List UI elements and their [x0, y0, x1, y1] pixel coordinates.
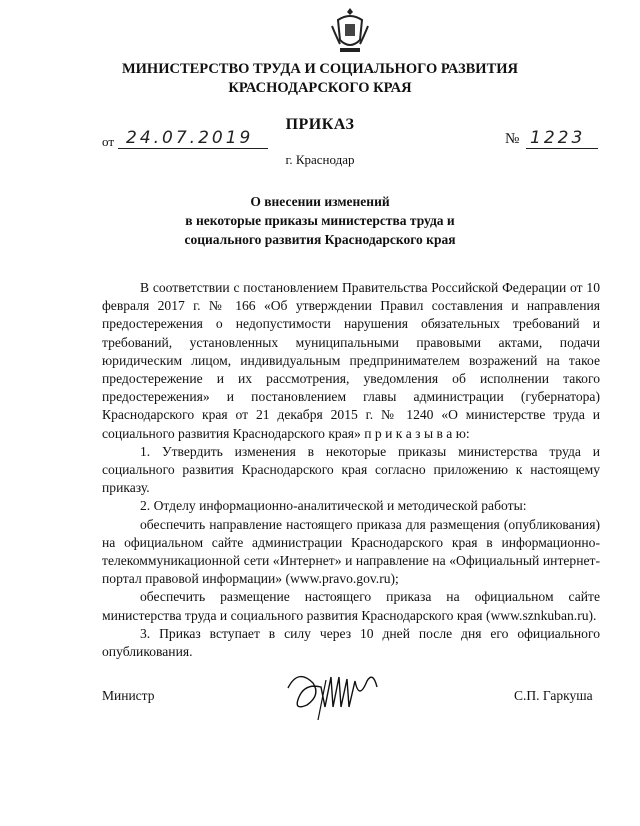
paragraph-item-2: 2. Отделу информационно-аналитической и методической работы:	[140, 498, 527, 514]
document-type: ПРИКАЗ	[285, 116, 355, 133]
ministry-line-2: КРАСНОДАРСКОГО КРАЯ	[228, 80, 412, 96]
document-body	[102, 279, 600, 661]
signature-image	[278, 658, 408, 728]
date-prefix: от	[102, 134, 115, 149]
date-value: 24.07.2019	[126, 128, 254, 148]
paragraph-item-2-b: обеспечить размещение настоящего приказа на официальном сайте министерства труда и социального развития Краснодарского края (www.sznkuban.ru).	[102, 589, 600, 623]
paragraph-item-3: 3. Приказ вступает в силу через 10 дней после дня его официального опубликования.	[102, 625, 600, 660]
city: г. Краснодар	[285, 152, 355, 167]
number-underline	[526, 148, 598, 149]
subject-line-1: О внесении изменений	[250, 194, 390, 209]
signer-name: С.П. Гаркуша	[514, 688, 593, 703]
subject-line-3: социального развития Краснодарского края	[184, 232, 456, 247]
ministry-title	[0, 60, 640, 98]
paragraph-preamble: В соответствии с постановлением Правительства Российской Федерации от 10 февраля 2017 г. № 166 «Об утверждении Правил составления и направления предостережения о недопустимости нарушения обязательных требований и требований, установленных муниципальными правовыми актами, подачи юридическим лицом, индивидуальным предпринимателем возражений на такое предостережение и их рассмотрения, уведомления об исполнении такого предостережения» и постановлением главы администрации (губернатора) Краснодарского края от 21 декабря 2015 г. № 1240 «О министерстве труда и социального развития Краснодарского края» п р и к а з ы в а ю:	[102, 280, 600, 441]
subject-title	[0, 192, 640, 249]
number-prefix: №	[505, 131, 520, 147]
date-underline	[118, 148, 268, 149]
coat-of-arms-icon	[330, 6, 370, 56]
paragraph-item-1: 1. Утвердить изменения в некоторые приказы министерства труда и социального развития Краснодарского края согласно приложению к настоящему приказу.	[102, 443, 600, 496]
signer-position: Министр	[102, 688, 155, 703]
number-value: 1223	[530, 128, 586, 148]
paragraph-item-2-a: обеспечить направление настоящего приказа для размещения (опубликования) на официальном сайте администрации Краснодарского края в информационно-телекоммуникационной сети «Интернет» и направление на «Официальный интернет-портал правовой информации» (www.pravo.gov.ru);	[102, 516, 600, 587]
subject-line-2: в некоторые приказы министерства труда и	[185, 213, 455, 228]
ministry-line-1: МИНИСТЕРСТВО ТРУДА И СОЦИАЛЬНОГО РАЗВИТИЯ	[121, 61, 519, 77]
